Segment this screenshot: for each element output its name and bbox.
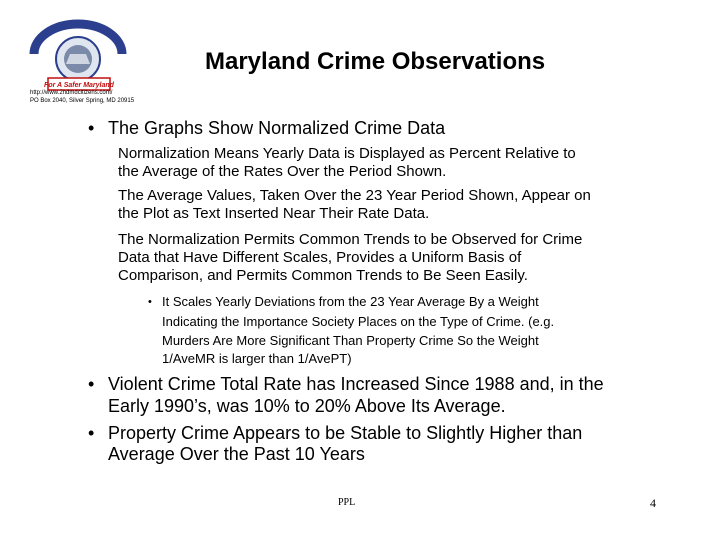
svg-text:For A Safer Maryland: For A Safer Maryland — [44, 82, 114, 89]
subsub-line-2: Indicating the Importance Society Places on the Type of Crime. (e.g. — [162, 314, 555, 329]
bullet-1-line-1: The Graphs Show Normalized Crime Data — [108, 118, 446, 138]
footer-label: PPL — [338, 497, 356, 508]
subsub-line-1: It Scales Yearly Deviations from the 23 Year Average By a Weight — [162, 294, 539, 309]
bullet-marker: • — [88, 374, 95, 394]
sub-1-line-1: Normalization Means Yearly Data is Displayed as Percent Relative to — [118, 145, 576, 162]
bullet-marker: • — [88, 423, 95, 443]
sub-3-line-2: Data that Have Different Scales, Provides a Uniform Basis of — [118, 249, 522, 266]
sub-3-line-1: The Normalization Permits Common Trends to be Observed for Crime — [118, 231, 583, 248]
subsub-line-3: Murders Are More Significant Than Property Crime So the Weight — [162, 333, 539, 348]
sub-2-line-2: the Plot as Text Inserted Near Their Rate Data. — [118, 205, 430, 222]
bullet-2-line-1: Violent Crime Total Rate has Increased Since 1988 and, in the — [108, 374, 604, 394]
logo-url[interactable]: http://www.2ndmdcitizens.com/ — [30, 90, 113, 96]
logo-address: PO Box 2040, Silver Spring, MD 20915 — [30, 98, 135, 104]
sub-2-line-1: The Average Values, Taken Over the 23 Year Period Shown, Appear on — [118, 187, 591, 204]
bullet-3-line-1: Property Crime Appears to be Stable to Slightly Higher than — [108, 423, 583, 443]
bullet-marker: • — [88, 118, 95, 138]
bullet-2-line-2: Early 1990’s, was 10% to 20% Above Its Average. — [108, 396, 506, 416]
bullet-3-line-2: Average Over the Past 10 Years — [108, 444, 365, 464]
subsub-line-4: 1/AveMR is larger than 1/AvePT) — [162, 351, 352, 366]
sub-3-line-3: Comparison, and Permits Common Trends to Be Seen Easily. — [118, 267, 528, 284]
subsub-marker: • — [148, 296, 152, 308]
page-title: Maryland Crime Observations — [205, 48, 546, 75]
sub-1-line-2: the Average of the Rates Over the Period Shown. — [118, 163, 447, 180]
page-number: 4 — [650, 496, 656, 510]
